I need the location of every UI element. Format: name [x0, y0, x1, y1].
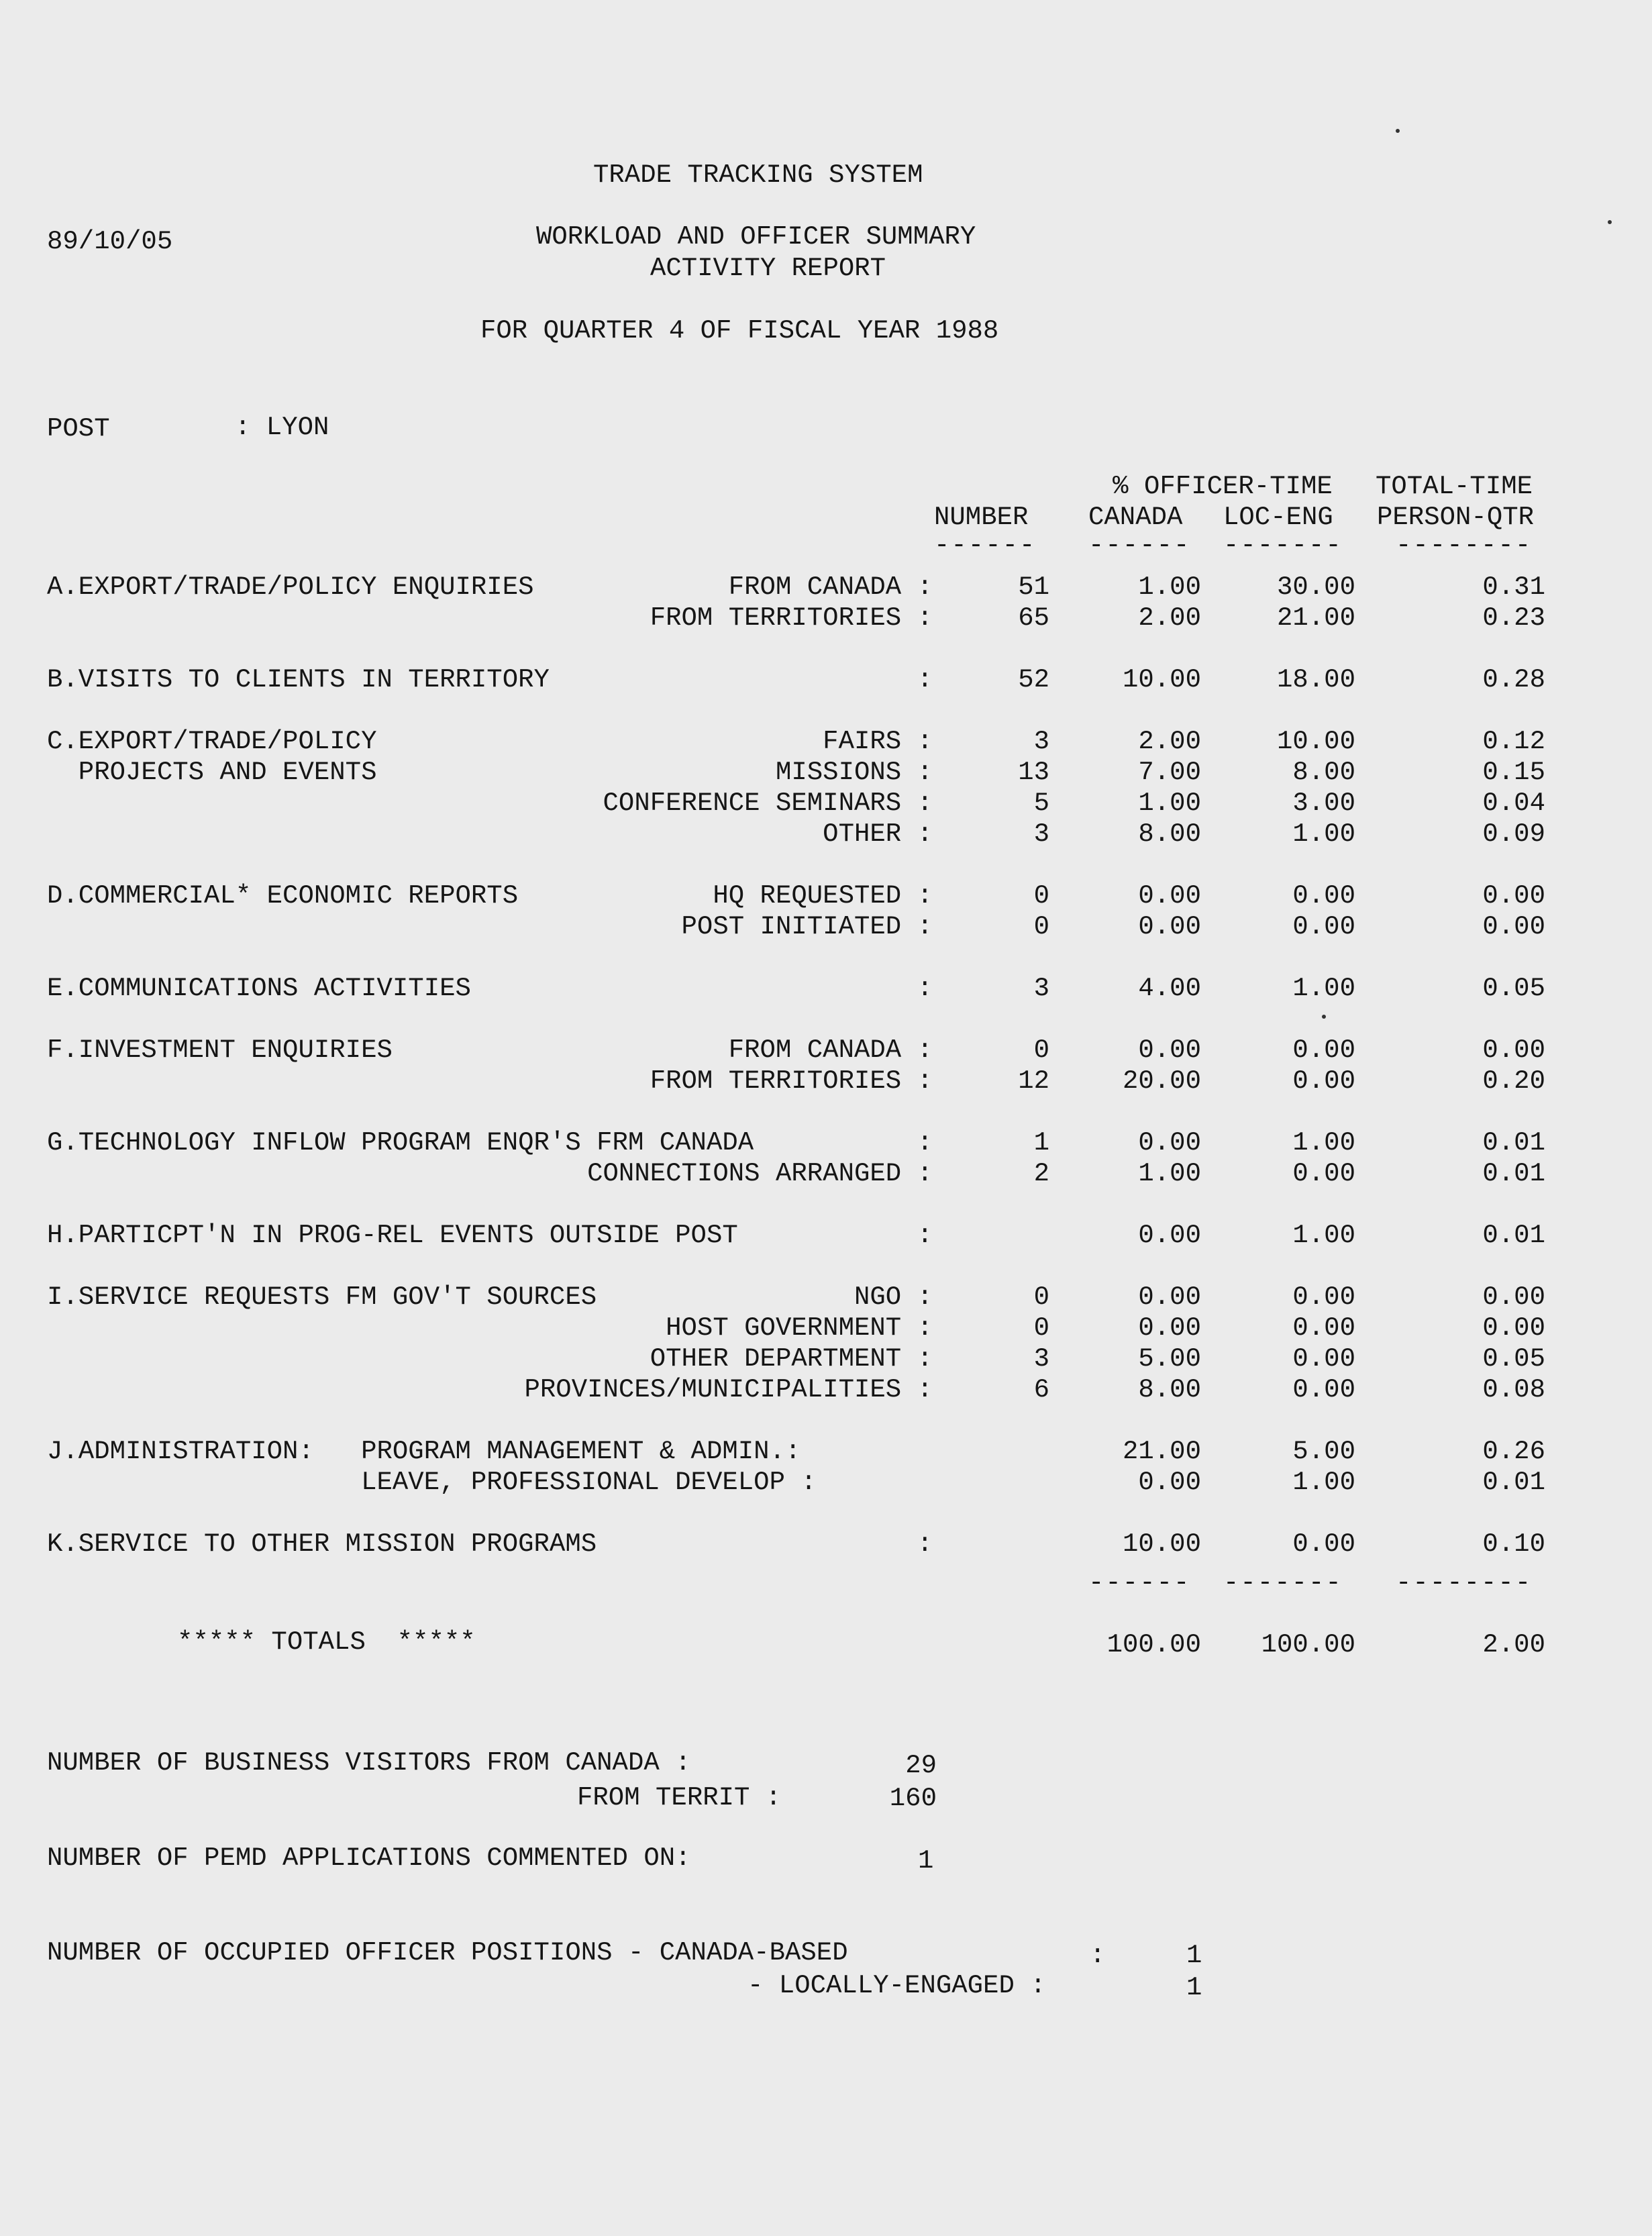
row-loc-eng: 18.00 — [1276, 665, 1355, 695]
total-rule: -------- — [1396, 531, 1533, 560]
officer-time-header: % OFFICER-TIME — [1113, 472, 1333, 501]
row-number: 51 — [1018, 572, 1049, 602]
row-canada: 7.00 — [1138, 758, 1201, 787]
row-loc-eng: 1.00 — [1292, 1468, 1355, 1497]
loc-eng-header: LOC-ENG — [1223, 503, 1333, 532]
row-number: 6 — [1033, 1375, 1049, 1405]
row-category: J.ADMINISTRATION: PROGRAM MANAGEMENT & ADMIN.: — [47, 1437, 801, 1466]
row-category: LEAVE, PROFESSIONAL DEVELOP : — [47, 1468, 817, 1497]
row-canada: 0.00 — [1138, 912, 1201, 942]
row-number: 3 — [1033, 974, 1049, 1003]
row-number: 65 — [1018, 603, 1049, 633]
row-loc-eng: 21.00 — [1276, 603, 1355, 633]
row-person-qtr: 0.01 — [1482, 1468, 1545, 1497]
row-person-qtr: 0.08 — [1482, 1375, 1545, 1405]
number-header: NUMBER — [934, 503, 1029, 532]
row-number: 12 — [1018, 1066, 1049, 1096]
pemd-label: NUMBER OF PEMD APPLICATIONS COMMENTED ON: — [47, 1843, 691, 1873]
row-subcategory: : — [917, 1529, 933, 1559]
row-canada: 21.00 — [1122, 1437, 1201, 1466]
row-canada: 4.00 — [1138, 974, 1201, 1003]
row-person-qtr: 0.10 — [1482, 1529, 1545, 1559]
row-person-qtr: 0.12 — [1482, 727, 1545, 756]
row-number: 52 — [1018, 665, 1049, 695]
row-loc-eng: 0.00 — [1292, 1282, 1355, 1312]
row-subcategory: MISSIONS : — [775, 758, 933, 787]
visitors-canada: 29 — [905, 1751, 937, 1780]
positions-cb-value: 1 — [1186, 1941, 1202, 1970]
totals-canada-rule: ------ — [1088, 1568, 1191, 1598]
row-canada: 0.00 — [1138, 1221, 1201, 1250]
loc-eng-rule: ------- — [1223, 531, 1343, 560]
row-number: 3 — [1033, 1344, 1049, 1374]
row-person-qtr: 0.01 — [1482, 1128, 1545, 1158]
row-subcategory: : — [917, 974, 933, 1003]
row-person-qtr: 0.05 — [1482, 974, 1545, 1003]
pemd-value: 1 — [918, 1846, 934, 1876]
system-title: TRADE TRACKING SYSTEM — [593, 160, 923, 190]
row-subcategory: : — [917, 665, 933, 695]
row-canada: 1.00 — [1138, 572, 1201, 602]
totals-person-qtr: 2.00 — [1482, 1630, 1545, 1660]
report-period: FOR QUARTER 4 OF FISCAL YEAR 1988 — [480, 316, 999, 346]
row-category: G.TECHNOLOGY INFLOW PROGRAM ENQR'S FRM CANADA — [47, 1128, 754, 1158]
row-person-qtr: 0.28 — [1482, 665, 1545, 695]
row-loc-eng: 0.00 — [1292, 1529, 1355, 1559]
row-canada: 8.00 — [1138, 1375, 1201, 1405]
scan-speck — [1322, 1015, 1326, 1019]
row-number: 2 — [1033, 1159, 1049, 1188]
row-subcategory: FROM TERRITORIES : — [650, 603, 933, 633]
row-number: 0 — [1033, 1282, 1049, 1312]
row-person-qtr: 0.00 — [1482, 1035, 1545, 1065]
row-person-qtr: 0.00 — [1482, 912, 1545, 942]
row-number: 0 — [1033, 881, 1049, 911]
row-person-qtr: 0.00 — [1482, 881, 1545, 911]
row-number: 0 — [1033, 1313, 1049, 1343]
report-date: 89/10/05 — [47, 227, 173, 256]
row-loc-eng: 1.00 — [1292, 974, 1355, 1003]
row-canada: 0.00 — [1138, 1035, 1201, 1065]
row-loc-eng: 0.00 — [1292, 1066, 1355, 1096]
row-subcategory: OTHER DEPARTMENT : — [650, 1344, 933, 1374]
row-canada: 1.00 — [1138, 789, 1201, 818]
row-loc-eng: 0.00 — [1292, 1313, 1355, 1343]
row-canada: 0.00 — [1138, 1313, 1201, 1343]
row-person-qtr: 0.20 — [1482, 1066, 1545, 1096]
row-loc-eng: 0.00 — [1292, 881, 1355, 911]
scan-speck — [1396, 129, 1400, 133]
row-category: D.COMMERCIAL* ECONOMIC REPORTS — [47, 881, 519, 911]
row-canada: 8.00 — [1138, 819, 1201, 849]
totals-loc-eng-rule: ------- — [1223, 1568, 1343, 1598]
row-loc-eng: 3.00 — [1292, 789, 1355, 818]
row-person-qtr: 0.15 — [1482, 758, 1545, 787]
canada-header: CANADA — [1088, 503, 1183, 532]
row-subcategory: HQ REQUESTED : — [713, 881, 933, 911]
positions-label: NUMBER OF OCCUPIED OFFICER POSITIONS - CANADA-BASED — [47, 1938, 848, 1968]
row-loc-eng: 10.00 — [1276, 727, 1355, 756]
row-subcategory: PROVINCES/MUNICIPALITIES : — [524, 1375, 933, 1405]
row-loc-eng: 8.00 — [1292, 758, 1355, 787]
row-subcategory: NGO : — [854, 1282, 933, 1312]
row-canada: 2.00 — [1138, 727, 1201, 756]
row-person-qtr: 0.01 — [1482, 1221, 1545, 1250]
post-value: : LYON — [235, 413, 329, 442]
row-canada: 5.00 — [1138, 1344, 1201, 1374]
totals-label: ***** TOTALS ***** — [177, 1627, 476, 1657]
row-person-qtr: 0.00 — [1482, 1313, 1545, 1343]
row-subcategory: : — [917, 1128, 933, 1158]
row-subcategory: FROM CANADA : — [728, 1035, 933, 1065]
row-number: 5 — [1033, 789, 1049, 818]
row-loc-eng: 0.00 — [1292, 1035, 1355, 1065]
totals-total-rule: -------- — [1396, 1568, 1533, 1598]
row-loc-eng: 0.00 — [1292, 912, 1355, 942]
row-subcategory: FAIRS : — [823, 727, 933, 756]
positions-le-value: 1 — [1186, 1973, 1202, 2002]
row-loc-eng: 5.00 — [1292, 1437, 1355, 1466]
row-subcategory: HOST GOVERNMENT : — [666, 1313, 933, 1343]
number-rule: ------ — [934, 531, 1037, 560]
row-canada: 10.00 — [1122, 665, 1201, 695]
row-subcategory: FROM CANADA : — [728, 572, 933, 602]
row-subcategory: OTHER : — [823, 819, 933, 849]
visitors-label: NUMBER OF BUSINESS VISITORS FROM CANADA : — [47, 1748, 691, 1778]
row-number: 1 — [1033, 1128, 1049, 1158]
row-category: F.INVESTMENT ENQUIRIES — [47, 1035, 393, 1065]
row-person-qtr: 0.26 — [1482, 1437, 1545, 1466]
row-person-qtr: 0.23 — [1482, 603, 1545, 633]
positions-cb-colon: : — [1090, 1941, 1106, 1970]
row-category: H.PARTICPT'N IN PROG-REL EVENTS OUTSIDE POST — [47, 1221, 738, 1250]
row-person-qtr: 0.01 — [1482, 1159, 1545, 1188]
row-subcategory: CONFERENCE SEMINARS : — [603, 789, 933, 818]
row-loc-eng: 30.00 — [1276, 572, 1355, 602]
row-loc-eng: 0.00 — [1292, 1344, 1355, 1374]
row-number: 13 — [1018, 758, 1049, 787]
row-canada: 20.00 — [1122, 1066, 1201, 1096]
row-category: B.VISITS TO CLIENTS IN TERRITORY — [47, 665, 550, 695]
canada-rule: ------ — [1088, 531, 1191, 560]
totals-loc-eng: 100.00 — [1261, 1630, 1355, 1660]
row-subcategory: CONNECTIONS ARRANGED : — [587, 1159, 933, 1188]
row-canada: 0.00 — [1138, 1468, 1201, 1497]
row-subcategory: POST INITIATED : — [681, 912, 933, 942]
report-title: WORKLOAD AND OFFICER SUMMARY — [536, 222, 976, 252]
report-subtitle: ACTIVITY REPORT — [650, 254, 886, 283]
row-person-qtr: 0.04 — [1482, 789, 1545, 818]
row-category: C.EXPORT/TRADE/POLICY — [47, 727, 377, 756]
row-number: 3 — [1033, 819, 1049, 849]
row-category: PROJECTS AND EVENTS — [47, 758, 377, 787]
visitors-territ: 160 — [889, 1784, 937, 1813]
person-qtr-header: PERSON-QTR — [1377, 503, 1535, 532]
row-category: I.SERVICE REQUESTS FM GOV'T SOURCES — [47, 1282, 597, 1312]
row-loc-eng: 1.00 — [1292, 819, 1355, 849]
row-person-qtr: 0.05 — [1482, 1344, 1545, 1374]
row-canada: 0.00 — [1138, 1282, 1201, 1312]
row-canada: 0.00 — [1138, 881, 1201, 911]
row-number: 3 — [1033, 727, 1049, 756]
row-loc-eng: 1.00 — [1292, 1128, 1355, 1158]
row-category: K.SERVICE TO OTHER MISSION PROGRAMS — [47, 1529, 597, 1559]
row-category: A.EXPORT/TRADE/POLICY ENQUIRIES — [47, 572, 534, 602]
row-person-qtr: 0.00 — [1482, 1282, 1545, 1312]
row-loc-eng: 1.00 — [1292, 1221, 1355, 1250]
totals-canada: 100.00 — [1106, 1630, 1201, 1660]
row-person-qtr: 0.09 — [1482, 819, 1545, 849]
row-person-qtr: 0.31 — [1482, 572, 1545, 602]
row-subcategory: FROM TERRITORIES : — [650, 1066, 933, 1096]
row-canada: 1.00 — [1138, 1159, 1201, 1188]
positions-le-label: - LOCALLY-ENGAGED : — [747, 1971, 1046, 2000]
row-canada: 2.00 — [1138, 603, 1201, 633]
row-number: 0 — [1033, 1035, 1049, 1065]
row-subcategory: : — [917, 1221, 933, 1250]
row-category: E.COMMUNICATIONS ACTIVITIES — [47, 974, 471, 1003]
post-label: POST — [47, 414, 110, 444]
scan-speck — [1608, 220, 1612, 224]
row-canada: 10.00 — [1122, 1529, 1201, 1559]
total-time-header: TOTAL-TIME — [1376, 472, 1533, 501]
visitors-territ-label: FROM TERRIT : — [577, 1783, 782, 1813]
row-loc-eng: 0.00 — [1292, 1159, 1355, 1188]
row-number: 0 — [1033, 912, 1049, 942]
row-canada: 0.00 — [1138, 1128, 1201, 1158]
row-loc-eng: 0.00 — [1292, 1375, 1355, 1405]
